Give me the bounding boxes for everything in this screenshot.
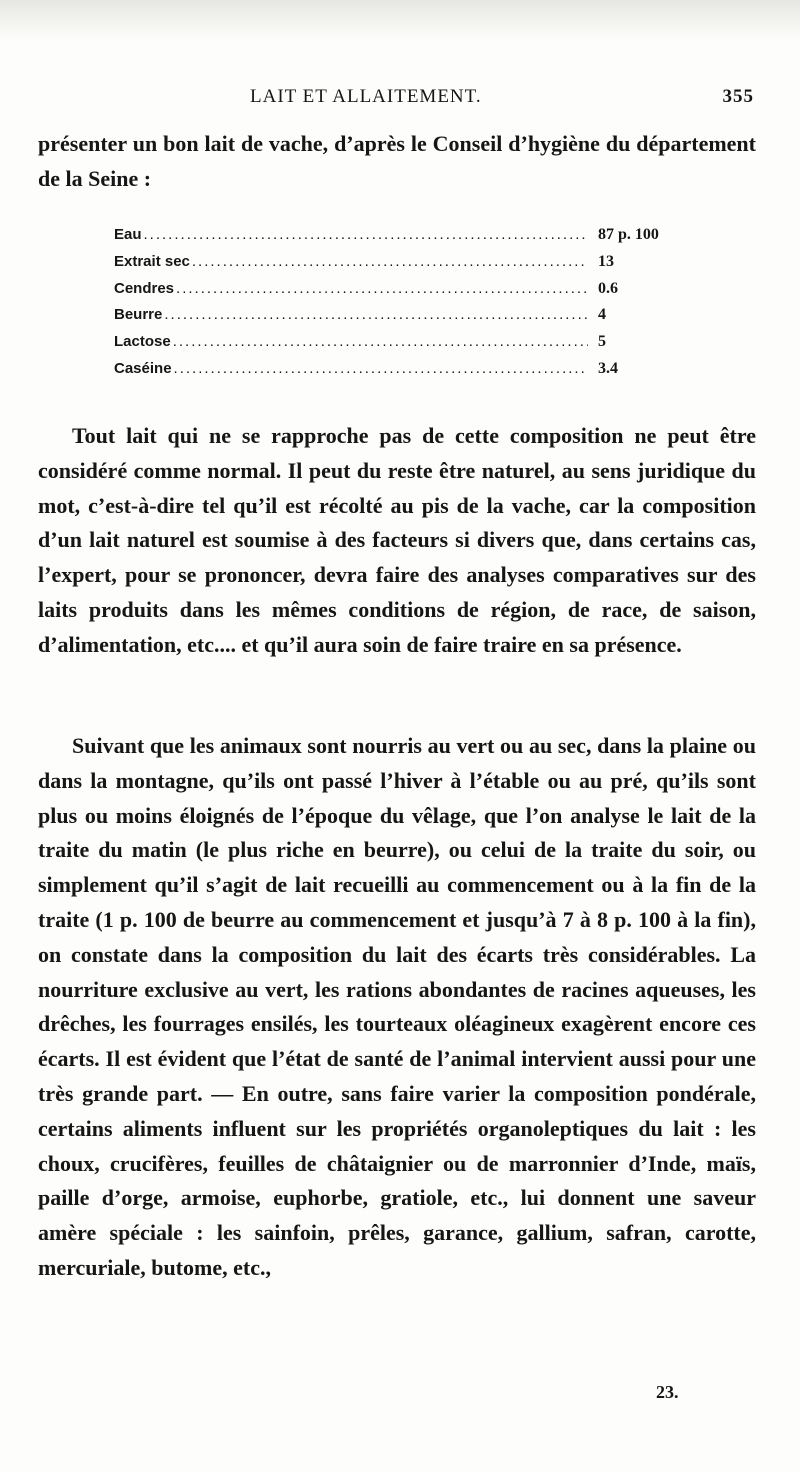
intro-text xyxy=(38,127,756,197)
composition-value: 4 xyxy=(598,306,606,324)
composition-value: 0.6 xyxy=(598,279,618,297)
composition-row xyxy=(114,306,674,333)
composition-label: Eau xyxy=(114,226,142,243)
composition-value: 13 xyxy=(598,252,614,270)
composition-row xyxy=(114,280,674,307)
paragraph-variations xyxy=(38,729,756,1286)
composition-table xyxy=(114,226,674,387)
composition-value: 87 p. 100 xyxy=(598,226,659,243)
paragraph-text: Tout lait qui ne se rapproche pas de cette composition ne peut être considéré comme normal. Il peut du reste être naturel, au sens juridique du mot, c’est-à-dire tel qu’il est récolté au pis de la vache, car la composition d’un lait naturel est soumise à des facteurs si divers que, dans certains cas, l’expert, pour se prononcer, devra faire des analyses comparatives sur des laits produits dans les mêmes conditions de région, de race, de saison, d’alimentation, etc.... et qu’il aura soin de faire traire en sa présence. xyxy=(38,423,756,657)
running-header xyxy=(0,86,800,116)
composition-label: Extrait sec xyxy=(114,252,190,270)
signature-mark: 23. xyxy=(656,1382,679,1402)
composition-row xyxy=(114,226,674,253)
composition-label: Beurre xyxy=(114,306,163,324)
leader-dots xyxy=(173,333,588,350)
paragraph-text: Suivant que les animaux sont nourris au vert ou au sec, dans la plaine ou dans la montagne, qu’ils ont passé l’hiver à l’étable ou au pré, qu’ils sont plus ou moins éloignés de l’époque du vêlage, que l’on analyse le lait de la traite du matin (le plus riche en beurre), ou celui de la traite du soir, ou simplement qu’il s’agit de lait recueilli au commencement ou à la fin de la traite (1 p. 100 de beurre au commencement et jusqu’à 7 à 8 p. 100 à la fin), on constate dans la composition du lait des écarts très considérables. La nourriture exclusive au vert, les rations abondantes de racines aqueuses, les drêches, les fourrages ensilés, les tourteaux oléagineux exagèrent encore ces écarts. Il est évident que l’état de santé de l’animal intervient aussi pour une très grande part. — En outre, sans faire varier la composition pondérale, certains aliments influent sur les propriétés organoleptiques du lait : les choux, crucifères, feuilles de châtaignier ou de marronnier d’Inde, maïs, paille d’orge, armoise, euphorbe, gratiole, etc., lui donnent une saveur amère spéciale : les sainfoin, prêles, garance, gallium, safran, carotte, mercuriale, butome, etc., xyxy=(38,733,756,1280)
composition-row xyxy=(114,360,674,387)
composition-label: Lactose xyxy=(114,333,171,351)
leader-dots xyxy=(164,306,588,323)
leader-dots xyxy=(176,280,588,297)
intro-paragraph: présenter un bon lait de vache, d’après le Conseil d’hygiène du département de la Seine : xyxy=(38,131,756,191)
composition-row xyxy=(114,253,674,280)
composition-label: Cendres xyxy=(114,279,175,297)
leader-dots xyxy=(174,360,588,377)
composition-value: 3.4 xyxy=(598,359,618,377)
page-number: 355 xyxy=(722,86,754,107)
leader-dots xyxy=(144,226,588,243)
composition-label: Caséine xyxy=(114,359,172,377)
composition-row xyxy=(114,333,674,360)
leader-dots xyxy=(192,253,588,270)
paragraph-normal-milk xyxy=(38,419,756,663)
composition-value: 5 xyxy=(598,333,606,351)
scan-top-edge xyxy=(0,0,800,40)
running-title: LAIT ET ALLAITEMENT. xyxy=(250,86,482,107)
